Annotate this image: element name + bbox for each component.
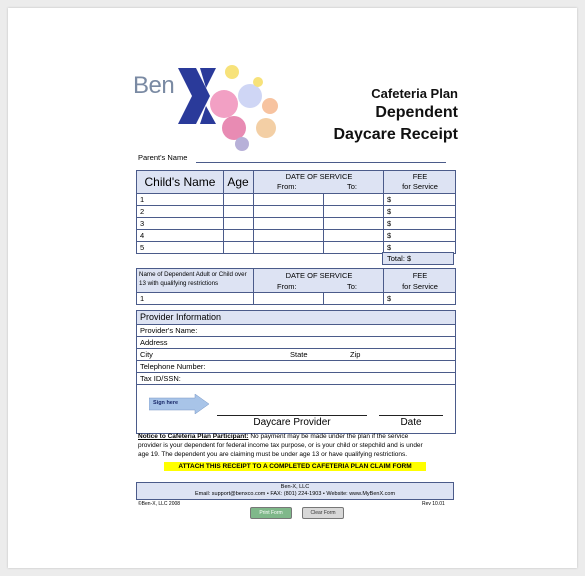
col-fee: FEE	[412, 271, 428, 280]
col-dependent-adult: Name of Dependent Adult or Child over 13 with qualifying restrictions	[139, 271, 247, 287]
row-number: 4	[140, 231, 145, 240]
tax-id-label: Tax ID/SSN:	[140, 374, 181, 383]
provider-heading: Provider Information	[140, 312, 222, 322]
provider-name-label: Provider's Name:	[140, 326, 198, 335]
print-form-button[interactable]: Print Form	[250, 507, 292, 519]
notice-text2: provider is your dependent for federal income tax purpose, or is your child or stepchild and is under	[138, 442, 423, 449]
col-fee: FEE	[412, 172, 428, 181]
parents-name-label: Parent's Name	[138, 153, 188, 162]
col-fee-service: for Service	[402, 182, 438, 191]
col-date-of-service: DATE OF SERVICE	[285, 172, 353, 181]
copyright: ©Ben-X, LLC 2008	[138, 501, 181, 507]
title-line1: Cafeteria Plan	[371, 86, 458, 101]
dollar-sign: $	[387, 219, 392, 228]
col-to: To:	[347, 182, 358, 191]
provider-info-box	[136, 310, 456, 434]
logo-text: Ben	[133, 72, 175, 99]
row-number: 1	[140, 195, 145, 204]
adult-dependent-table	[136, 268, 456, 305]
total-box	[382, 252, 454, 265]
row-number: 5	[140, 243, 145, 252]
notice-text	[138, 432, 456, 459]
col-fee-service: for Service	[402, 282, 438, 291]
children-table	[136, 170, 456, 254]
clear-form-button[interactable]: Clear Form	[302, 507, 344, 519]
notice-text1: No payment may be made under the plan if the service	[250, 433, 409, 440]
title-line3: Daycare Receipt	[333, 126, 458, 143]
footer-box	[136, 482, 454, 500]
city-label: City	[140, 350, 153, 359]
col-childs-name: Child's Name	[144, 175, 216, 189]
parents-name-field[interactable]	[196, 161, 446, 163]
dollar-sign: $	[387, 231, 392, 240]
date-label: Date	[400, 417, 422, 428]
document-page	[8, 8, 577, 568]
row-number: 2	[140, 207, 145, 216]
provider-signature-line[interactable]	[217, 415, 367, 416]
revision: Rev 10.01	[422, 501, 445, 507]
dollar-sign: $	[387, 243, 392, 252]
row-number: 1	[140, 294, 145, 303]
date-line[interactable]	[379, 415, 443, 416]
zip-label: Zip	[350, 350, 361, 359]
attach-notice: ATTACH THIS RECEIPT TO A COMPLETED CAFETERIA PLAN CLAIM FORM	[164, 462, 426, 471]
row-number: 3	[140, 219, 145, 228]
notice-text3: age 19. The dependent you are claiming must be under age 13 or have qualifying restrictions.	[138, 451, 408, 458]
footer-contact: Email: support@benxco.com • FAX: (801) 224-1903 • Website: www.MyBenX.com	[194, 491, 396, 497]
col-date-of-service: DATE OF SERVICE	[285, 271, 353, 280]
sign-here-label: Sign here	[153, 400, 179, 406]
total-label: Total: $	[387, 254, 412, 263]
dollar-sign: $	[387, 207, 392, 216]
title-line2: Dependent	[375, 104, 458, 121]
daycare-provider-label: Daycare Provider	[253, 417, 331, 428]
address-label: Address	[140, 338, 168, 347]
notice-lead: Notice to Cafeteria Plan Participant:	[138, 433, 249, 440]
footer-company: Ben-X, LLC	[280, 484, 310, 490]
col-from: From:	[277, 282, 297, 291]
col-from: From:	[277, 182, 297, 191]
phone-label: Telephone Number:	[140, 362, 206, 371]
col-to: To:	[347, 282, 358, 291]
dollar-sign: $	[387, 294, 392, 303]
dollar-sign: $	[387, 195, 392, 204]
col-age: Age	[227, 175, 249, 189]
state-label: State	[290, 350, 308, 359]
logo-graphic	[170, 62, 290, 158]
